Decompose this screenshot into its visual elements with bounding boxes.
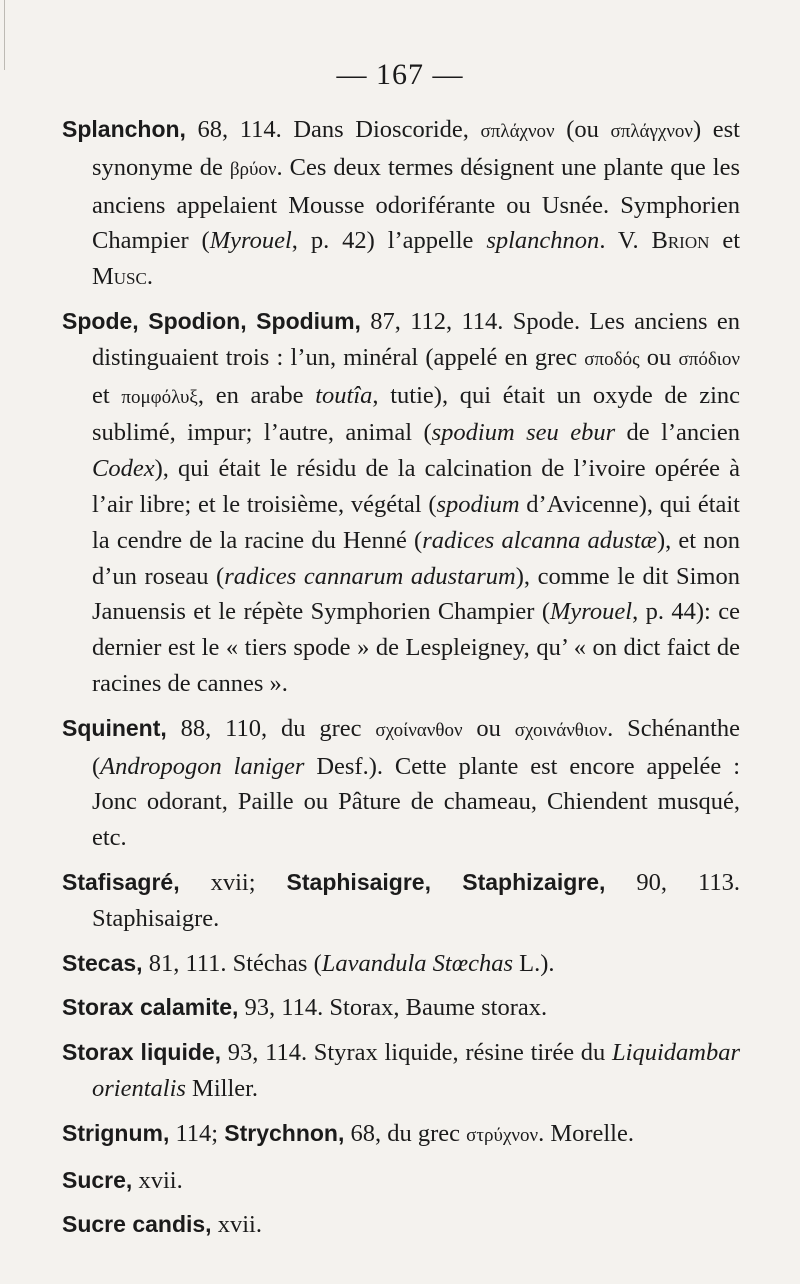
italic-term: radices cannarum adustarum [224, 562, 516, 590]
headword: Stafisagré, [62, 868, 180, 895]
entry-strignum: Strignum, 114; Strychnon, 68, du grec στρύχνον. Morelle. [62, 1119, 634, 1147]
headword: Staphisaigre, Staphizaigre, [286, 868, 606, 895]
entry-sucre-candis: Sucre candis, xvii. [62, 1211, 262, 1239]
headword: Storax calamite, [62, 994, 239, 1021]
entry-sucre: Sucre, xvii. [62, 1166, 183, 1194]
greek-word: σπλάχνον [480, 121, 555, 142]
entry-storax-calamite: Storax calamite, 93, 114. Storax, Baume storax. [62, 994, 548, 1022]
entry-spode: Spode, Spodion, Spodium, 87, 112, 114. Spode. Les anciens en distinguaient trois : l’un, minéral (appelé en grec σποδός ou σπόδιον et πομφόλυξ, en arabe toutîa, tutie), qui était un oxyde de zinc sublimé, impur; l’autre, animal (spodium seu ebur de l’ancien Codex), qui était le résidu de la calcination de l’ivoire opérée à l’air libre; et le troisième, végétal (spodium d’Avicenne), qui était la cendre de la racine du Henné (radices alcanna adustæ), et non d’un roseau (radices cannarum adustarum), comme le dit Simon Januensis et le répète Symphorien Champier (Myrouel, p. 44): ce dernier est le « tiers spode » de Lespleigney, qu’ « on dict faict de racines de cannes ». [62, 307, 741, 697]
italic-ref: Myrouel [550, 598, 633, 626]
page-number: — 167 — [336, 58, 464, 91]
italic-ref: Codex [92, 455, 155, 483]
italic-term: toutîa [315, 381, 373, 409]
italic-term: spodium seu ebur [431, 419, 616, 447]
headword: Strychnon, [224, 1119, 345, 1146]
italic-term: Lavandula Stœchas [321, 949, 513, 977]
greek-word: πομφόλυξ [121, 386, 198, 408]
italic-ref: Myrouel [209, 227, 292, 255]
greek-word: σποδός [584, 348, 640, 370]
greek-word: σχοινάνθιον [514, 719, 608, 741]
entry-stecas: Stecas, 81, 111. Stéchas (Lavandula Stœchas L.). [62, 949, 555, 977]
italic-term: Andropogon laniger [100, 752, 305, 780]
entry-stafisagre: Stafisagré, xvii; Staphisaigre, Staphizaigre, 90, 113. Staphisaigre. [62, 868, 741, 932]
entry-squinent: Squinent, 88, 110, du grec σχοίνανθον ou σχοινάνθιον. Schénanthe (Andropogon laniger Desf.). Cette plante est encore appelée : Jonc odorant, Paille ou Pâture de chameau, Chiendent musqué, etc. [62, 714, 741, 852]
italic-term: Liquidambar orientalis [92, 1039, 740, 1102]
greek-word: βρύον [229, 158, 277, 180]
headword: Spode, Spodion, Spodium, [62, 307, 361, 334]
greek-word: σπόδιον [678, 348, 740, 370]
greek-word: σπλάγχνον [610, 121, 694, 142]
headword: Squinent, [62, 714, 167, 741]
headword: Sucre, [62, 1166, 133, 1193]
headword: Splanchon, [62, 116, 186, 142]
italic-term: spodium [436, 490, 520, 518]
headword: Sucre candis, [62, 1211, 212, 1238]
glossary-entries [62, 112, 740, 1252]
greek-word: στρύχνον [466, 1124, 539, 1146]
italic-term: splanchnon [486, 227, 600, 255]
cross-ref: Brion [651, 227, 710, 255]
entry-splanchon: Splanchon, 68, 114. Dans Dioscoride, σπλάχνον (ou σπλάγχνον) est synonyme de βρύον. Ces deux termes désignent une plante que les anciens appelaient Mousse odoriférante ou Usnée. Symphorien Champier (Myrouel, p. 42) l’appelle splanchnon. V. Brion et Musc. [62, 116, 741, 291]
headword: Stecas, [62, 949, 143, 976]
italic-term: radices alcanna adustæ [422, 526, 657, 554]
greek-word: σχοίνανθον [375, 719, 463, 741]
cross-ref: Musc [92, 263, 147, 291]
headword: Strignum, [62, 1119, 170, 1146]
entry-storax-liquide: Storax liquide, 93, 114. Styrax liquide, résine tirée du Liquidambar orientalis Miller. [62, 1039, 740, 1102]
headword: Storax liquide, [62, 1039, 222, 1066]
